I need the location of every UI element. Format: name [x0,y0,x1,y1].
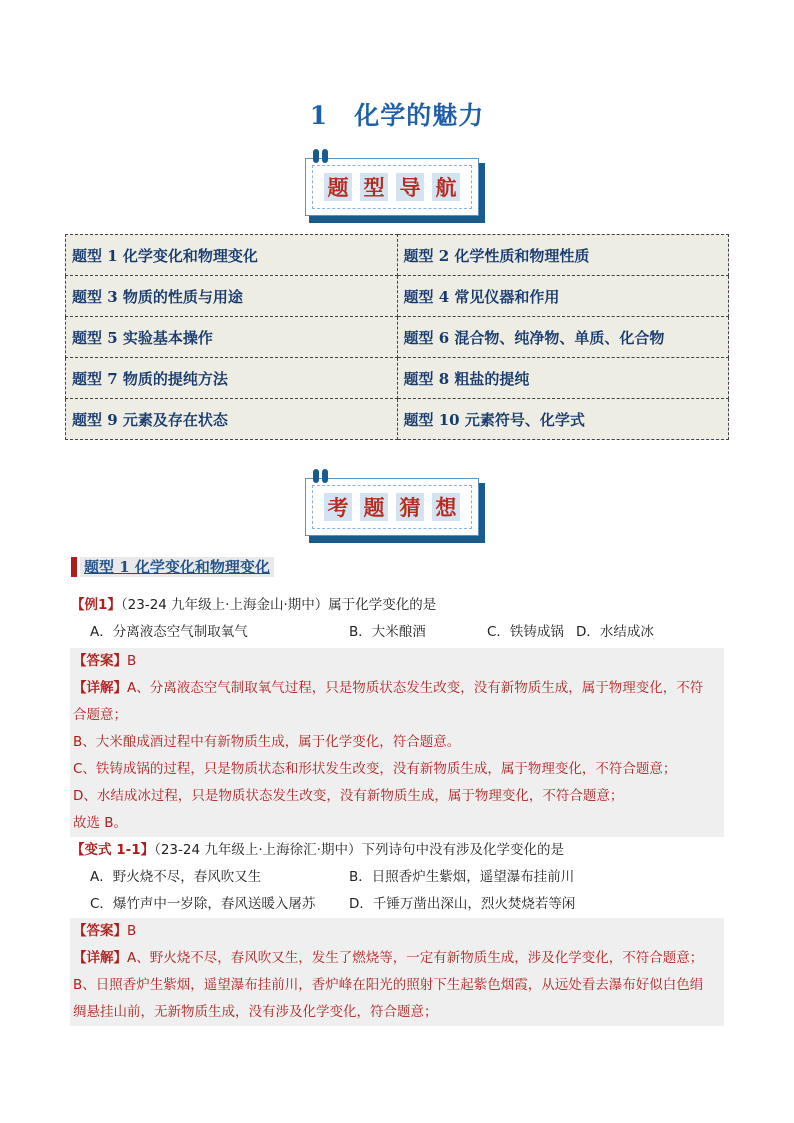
nav-badge [305,158,485,222]
table-row [66,358,729,399]
detail-line: 【详解】A、野火烧不尽，春风吹又生，发生了燃烧等，一定有新物质生成，涉及化学变化，不符合题意； [73,950,704,966]
binder-rings-icon [313,149,328,163]
detail-line: 合题意； [73,707,127,723]
option-c: C．爆竹声中一岁除，春风送暖入屠苏 [90,896,316,912]
option-c: C．铁铸成锅 [487,624,564,640]
detail-line: 绸悬挂山前，无新物质生成，没有涉及化学变化，符合题意； [73,1004,438,1020]
badge-char: 型 [360,173,388,201]
chapter-number: 1 [309,101,329,130]
section-heading [71,556,274,578]
topic-cell: 题型 1 化学变化和物理变化 [66,235,398,276]
option-b: B．日照香炉生紫烟，遥望瀑布挂前川 [349,869,575,885]
badge-char: 题 [324,173,352,201]
variant-tag: 【变式 1-1】 [71,842,155,858]
binder-rings-icon [313,469,328,483]
topic-cell: 题型 6 混合物、纯净物、单质、化合物 [397,317,729,358]
topic-cell: 题型 2 化学性质和物理性质 [397,235,729,276]
table-row [66,276,729,317]
table-row [66,317,729,358]
topic-cell: 题型 9 元素及存在状态 [66,399,398,440]
variant-answer-block [70,918,724,1026]
example-tag: 【例1】 [71,597,121,613]
variant-question [71,840,564,860]
example-question [71,595,436,615]
section-label: 题型 1 化学变化和物理变化 [80,557,274,577]
option-d: D．水结成冰 [576,624,654,640]
answer-value: B [127,653,137,669]
option-a: A．野火烧不尽，春风吹又生 [90,869,262,885]
option-d: D．千锤万凿出深山，烈火焚烧若等闲 [349,896,576,912]
page-title [0,96,794,132]
topic-cell: 题型 8 粗盐的提纯 [397,358,729,399]
topic-cell: 题型 5 实验基本操作 [66,317,398,358]
topic-cell: 题型 10 元素符号、化学式 [397,399,729,440]
detail-line: B、大米酿成酒过程中有新物质生成，属于化学变化，符合题意。 [73,734,461,750]
badge-char: 考 [324,493,352,521]
question-text: （23-24 九年级上·上海金山·期中）属于化学变化的是 [120,597,437,613]
topic-cell: 题型 3 物质的性质与用途 [66,276,398,317]
badge-char: 航 [432,173,460,201]
topic-cell: 题型 7 物质的提纯方法 [66,358,398,399]
detail-line: 【详解】A、分离液态空气制取氧气过程，只是物质状态发生改变，没有新物质生成，属于物理变化，不符 [73,680,704,696]
table-row [66,399,729,440]
example-answer-block [70,648,724,837]
detail-line: D、水结成冰过程，只是物质状态发生改变，没有新物质生成，属于物理变化，不符合题意； [73,788,624,804]
question-text: （23-24 九年级上·上海徐汇·期中）下列诗句中没有涉及化学变化的是 [154,842,564,858]
table-row [66,235,729,276]
topic-navigation-table [65,234,729,440]
detail-line: C、铁铸成锅的过程，只是物质状态和形状发生改变，没有新物质生成，属于物理变化，不符合题意； [73,761,677,777]
chapter-title: 化学的魅力 [354,101,485,130]
guess-badge [305,478,485,542]
option-b: B．大米酿酒 [349,624,426,640]
answer-value: B [127,923,137,939]
topic-cell: 题型 4 常见仪器和作用 [397,276,729,317]
detail-line: B、日照香炉生紫烟，遥望瀑布挂前川，香炉峰在阳光的照射下生起紫色烟霞，从远处看去瀑布好似白色绢 [73,977,704,993]
option-a: A．分离液态空气制取氧气 [90,624,248,640]
answer-line: 【答案】B [73,923,137,939]
badge-char: 猜 [396,493,424,521]
answer-line: 【答案】B [73,653,137,669]
badge-char: 想 [432,493,460,521]
detail-line: 故选 B。 [73,815,128,831]
badge-char: 题 [360,493,388,521]
badge-char: 导 [396,173,424,201]
